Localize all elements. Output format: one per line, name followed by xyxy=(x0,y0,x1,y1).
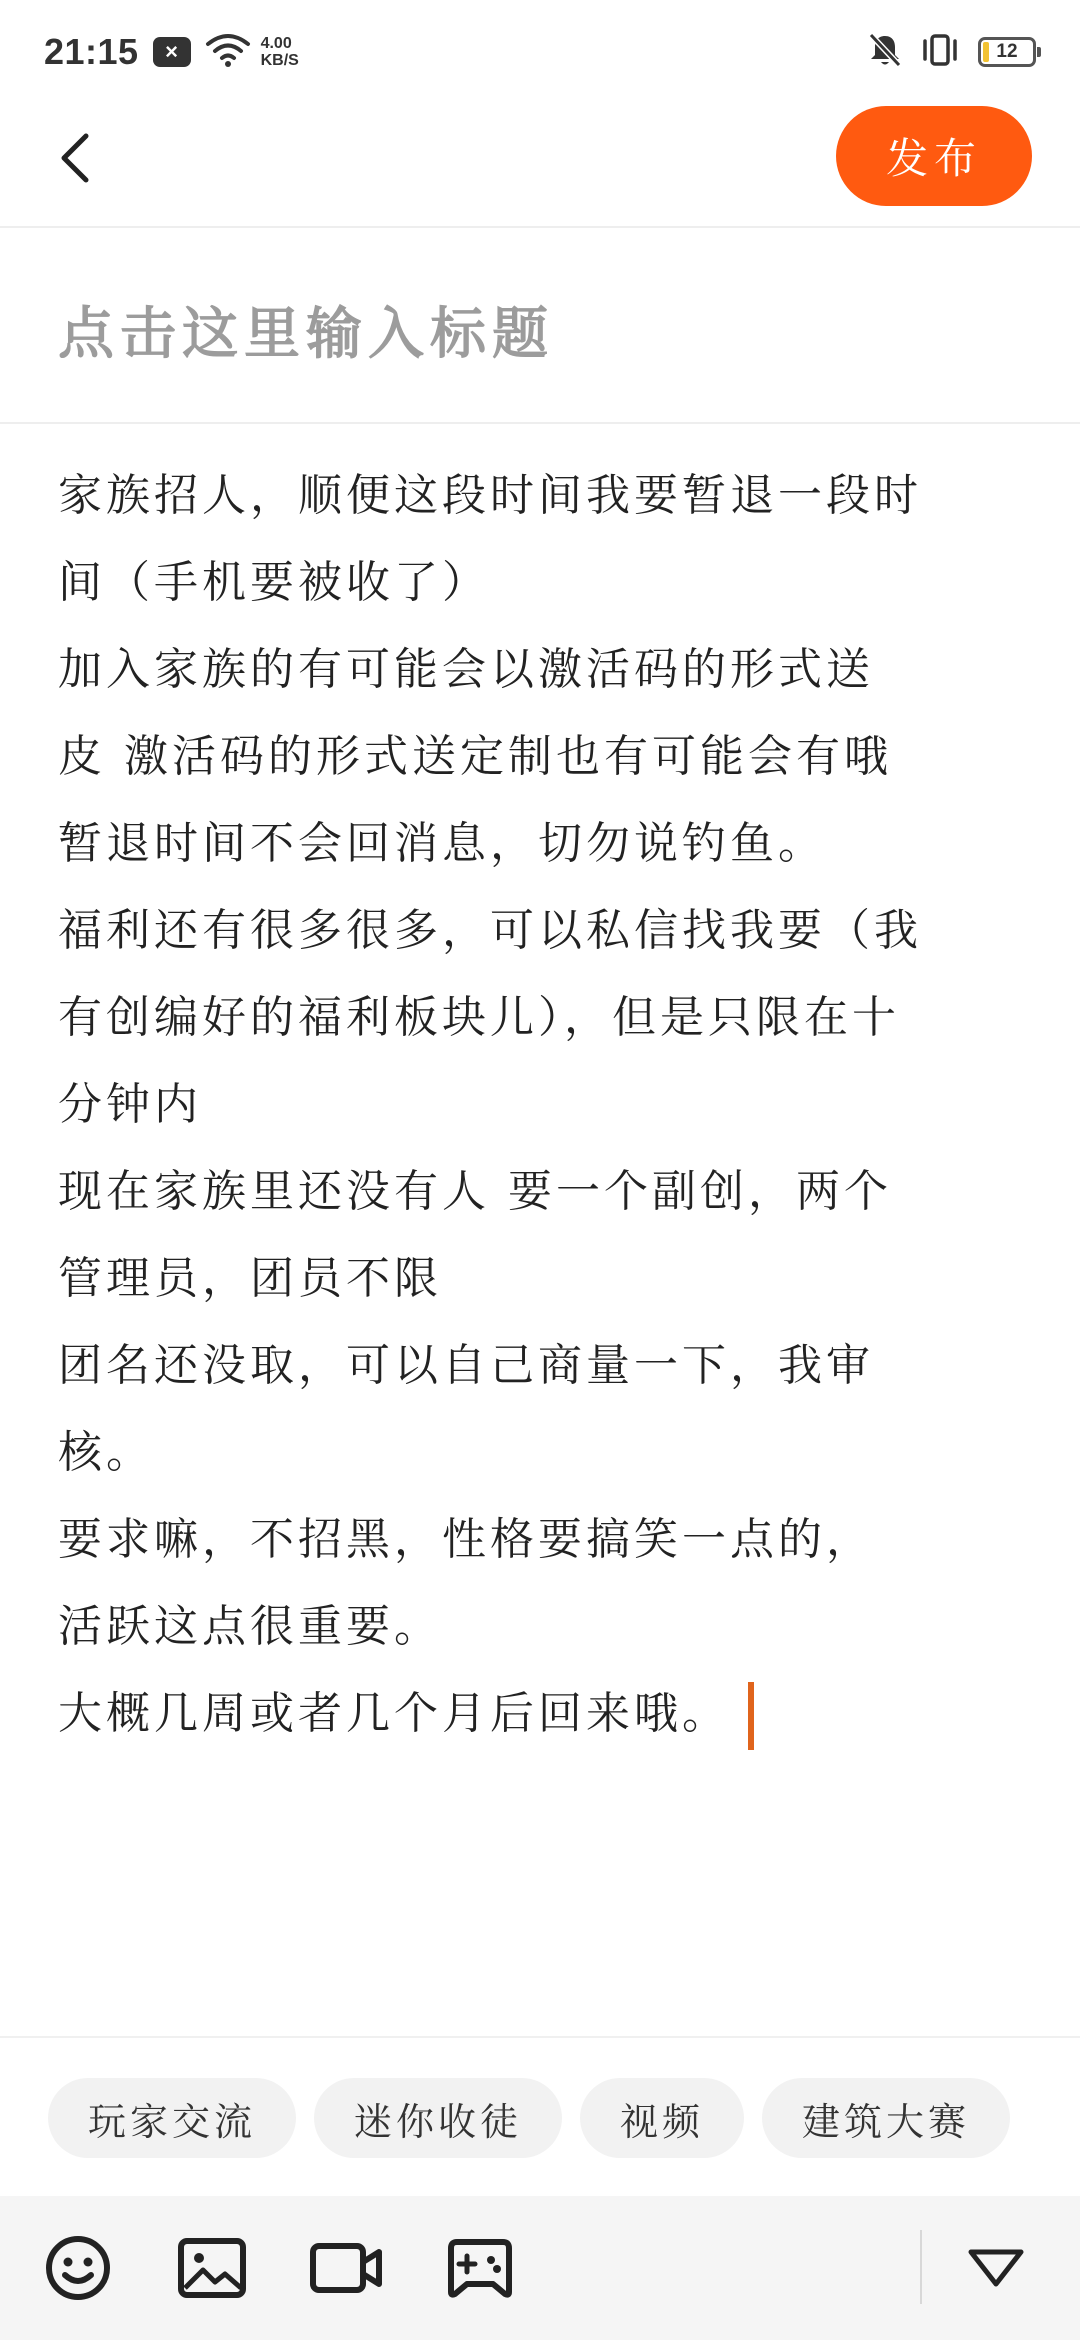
content-line-text: 要求嘛，不招黑，性格要搞笑一点的， xyxy=(58,1514,874,1565)
content-line xyxy=(58,713,1028,800)
tag-chip[interactable]: 视频 xyxy=(580,2078,744,2158)
title-input[interactable]: 点击这里输入标题 xyxy=(58,302,554,367)
toolbar-divider xyxy=(920,2230,922,2304)
content-line xyxy=(58,1409,1028,1496)
title-area xyxy=(0,228,1080,424)
wifi-icon xyxy=(205,33,251,72)
content-line xyxy=(58,974,1028,1061)
tag-row xyxy=(48,2078,1032,2162)
content-line-text: 皮 激活码的形式送定制也有可能会有哦 xyxy=(58,731,892,782)
notification-x-icon: × xyxy=(153,37,191,67)
content-line-text: 团名还没取，可以自己商量一下，我审 xyxy=(58,1340,874,1391)
content-editor[interactable] xyxy=(58,452,1028,2012)
tag-chip[interactable]: 玩家交流 xyxy=(48,2078,296,2158)
chevron-left-icon xyxy=(56,130,96,186)
content-line xyxy=(58,452,1028,539)
emoji-icon xyxy=(43,2233,113,2303)
triangle-down-icon xyxy=(966,2246,1026,2290)
gamepad-icon xyxy=(445,2236,515,2300)
tag-chip[interactable]: 建筑大赛 xyxy=(762,2078,1010,2158)
content-line-text: 管理员，团员不限 xyxy=(58,1253,442,1304)
battery-level xyxy=(983,42,989,62)
content-line xyxy=(58,1583,1028,1670)
emoji-button[interactable] xyxy=(38,2228,118,2308)
network-speed xyxy=(261,35,299,69)
image-icon xyxy=(177,2236,247,2300)
content-line-text: 加入家族的有可能会以激活码的形式送 xyxy=(58,644,874,695)
content-line-text: 家族招人，顺便这段时间我要暂退一段时 xyxy=(58,470,922,521)
network-speed-unit: KB/S xyxy=(260,52,299,69)
content-line-text: 分钟内 xyxy=(58,1079,202,1130)
bottom-toolbar xyxy=(0,2196,1080,2340)
content-line xyxy=(58,539,1028,626)
content-line xyxy=(58,1322,1028,1409)
tag-chip[interactable]: 迷你收徒 xyxy=(314,2078,562,2158)
content-line xyxy=(58,1235,1028,1322)
content-line xyxy=(58,887,1028,974)
video-camera-icon xyxy=(309,2238,383,2298)
status-left xyxy=(44,31,299,73)
status-right xyxy=(868,32,1036,73)
collapse-toolbar-button[interactable] xyxy=(956,2228,1036,2308)
publish-button[interactable]: 发布 xyxy=(836,106,1032,206)
content-line-text: 大概几周或者几个月后回来哦。 xyxy=(58,1688,730,1739)
content-line-text: 福利还有很多很多，可以私信找我要（我 xyxy=(58,905,922,956)
tag-bar xyxy=(0,2036,1080,2196)
header xyxy=(0,104,1080,228)
video-button[interactable] xyxy=(306,2228,386,2308)
vibrate-icon xyxy=(920,33,960,72)
bell-off-icon xyxy=(868,32,902,73)
text-cursor xyxy=(748,1682,754,1750)
content-line xyxy=(58,626,1028,713)
content-line xyxy=(58,800,1028,887)
content-line-text: 暂退时间不会回消息，切勿说钓鱼。 xyxy=(58,818,826,869)
image-button[interactable] xyxy=(172,2228,252,2308)
content-line xyxy=(58,1670,1028,1757)
content-line-text: 现在家族里还没有人 要一个副创，两个 xyxy=(58,1166,892,1217)
content-line-text: 间（手机要被收了） xyxy=(58,557,490,608)
content-line-text: 活跃这点很重要。 xyxy=(58,1601,442,1652)
network-speed-value: 4.00 xyxy=(260,35,292,52)
content-line xyxy=(58,1061,1028,1148)
status-bar xyxy=(0,0,1080,104)
game-button[interactable] xyxy=(440,2228,520,2308)
battery-icon xyxy=(978,37,1036,67)
content-line-text: 核。 xyxy=(58,1427,154,1478)
content-line xyxy=(58,1496,1028,1583)
back-button[interactable] xyxy=(44,126,108,190)
content-line xyxy=(58,1148,1028,1235)
content-line-text: 有创编好的福利板块儿），但是只限在十 xyxy=(58,992,900,1043)
battery-percent: 12 xyxy=(996,41,1018,62)
status-time: 21:15 xyxy=(44,31,139,72)
